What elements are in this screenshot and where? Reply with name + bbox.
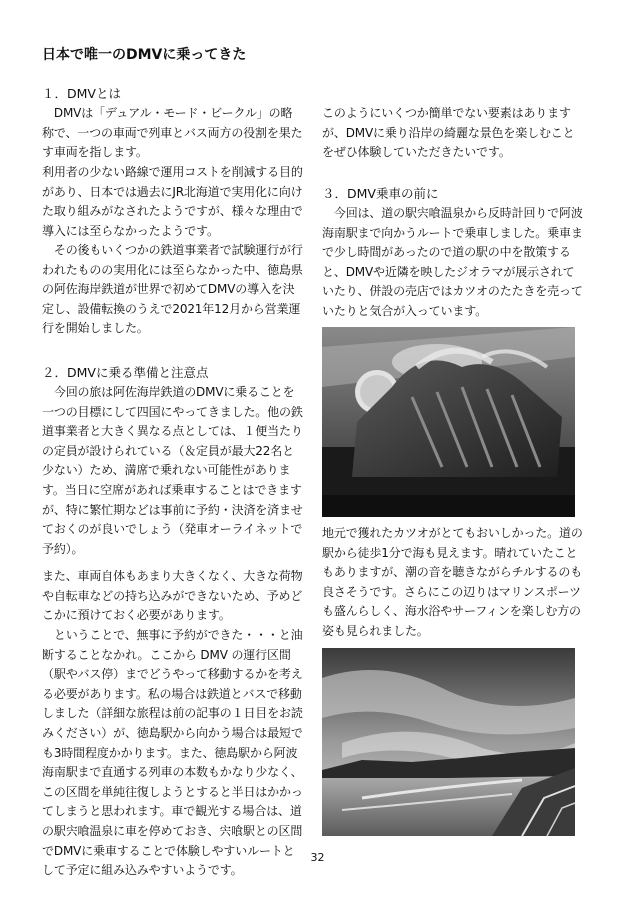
paragraph: ということで、無事に予約ができた・・・と油断することなかれ。ここから DMV の運行区間（駅やバス停）までどうやって移動するかを考える必要があります。私の場合は鉄道とバスで移動しました（詳細な旅程は前の記事の１日目をお読みください）が、徳島駅から向かう場合は最短でも3時間程度かかります。また、徳島駅から阿波海南駅まで直通する列車の本数もかなり少なく、この区間を単純往復しようとすると半日はかかってしまうと思われます。車で観光する場合は、道の駅宍喰温泉に車を停めておき、宍喰駅との区間でDMVに乗車することで体験しやすいルートとして予定に組み込みやすいようです。 xyxy=(42,628,303,878)
coastline-image xyxy=(322,648,575,836)
photo-katsuo-tataki xyxy=(322,327,575,517)
paragraph: 利用者の少ない路線で運用コストを削減する目的があり、日本では過去にJR北海道で実用化に向けた取り組みがなされたようですが、様々な理由で導入には至らなかったようです。 xyxy=(42,165,303,238)
section-heading-preparation: ２．DMVに乗る準備と注意点 xyxy=(42,365,209,380)
katsuo-tataki-image xyxy=(322,327,575,517)
section-heading-before-ride: ３．DMV乗車の前に xyxy=(322,186,439,201)
paragraph: また、車両自体もあまり大きくなく、大きな荷物や自転車などの持ち込みができないため、予めどこかに預けておく必要があります。 xyxy=(42,569,303,623)
article-title: 日本で唯一のDMVに乗ってきた xyxy=(42,47,247,63)
paragraph: DMVは「デュアル・モード・ビークル」の略称で、一つの車両で列車とバス両方の役割を果たす車両を指します。 xyxy=(42,106,303,160)
photo-caption: 地元で獲れたカツオがとてもおいしかった。道の駅から徒歩1分で海も見えます。晴れていたこともありますが、潮の音を聴きながらチルするのも良さそうです。さらにこの辺りはマリンスポーツも盛んらしく、海水浴やサーフィンを楽しむ方の姿も見られました。 xyxy=(322,526,583,638)
page-number: 32 xyxy=(310,851,325,864)
paragraph: 今回は、道の駅宍喰温泉から反時計回りで阿波海南駅まで向かうルートで乗車しました。乗車まで少し時間があったので道の駅の中を散策すると、DMVや近隣を映したジオラマが展示されていたり、併設の売店ではカツオのたたきを売っていたりと気合が入っています。 xyxy=(322,206,583,318)
photo-coastline xyxy=(322,648,575,836)
paragraph: このようにいくつか簡単でない要素はありますが、DMVに乗り沿岸の綺麗な景色を楽しむことをぜひ体験していただきたいです。 xyxy=(322,106,575,160)
section-heading-dmv: １．DMVとは xyxy=(42,86,121,101)
paragraph: 今回の旅は阿佐海岸鉄道のDMVに乗ることを一つの目標にして四国にやってきました。他の鉄道事業者と大きく異なる点としては、１便当たりの定員が設けられている（＆定員が最大22名と少ない）ため、満席で乗れない可能性があります。当日に空席があれば乗車することはできますが、特に繁忙期などは事前に予約・決済を済ませておくのが良いでしょう（発車オーライネットで予約）。 xyxy=(42,385,303,556)
paragraph: その後もいくつかの鉄道事業者で試験運行が行われたものの実用化には至らなかった中、徳島県の阿佐海岸鉄道が世界で初めてDMVの導入を決定し、設備転換のうえで2021年12月から営業運行を開始しました。 xyxy=(42,243,303,336)
